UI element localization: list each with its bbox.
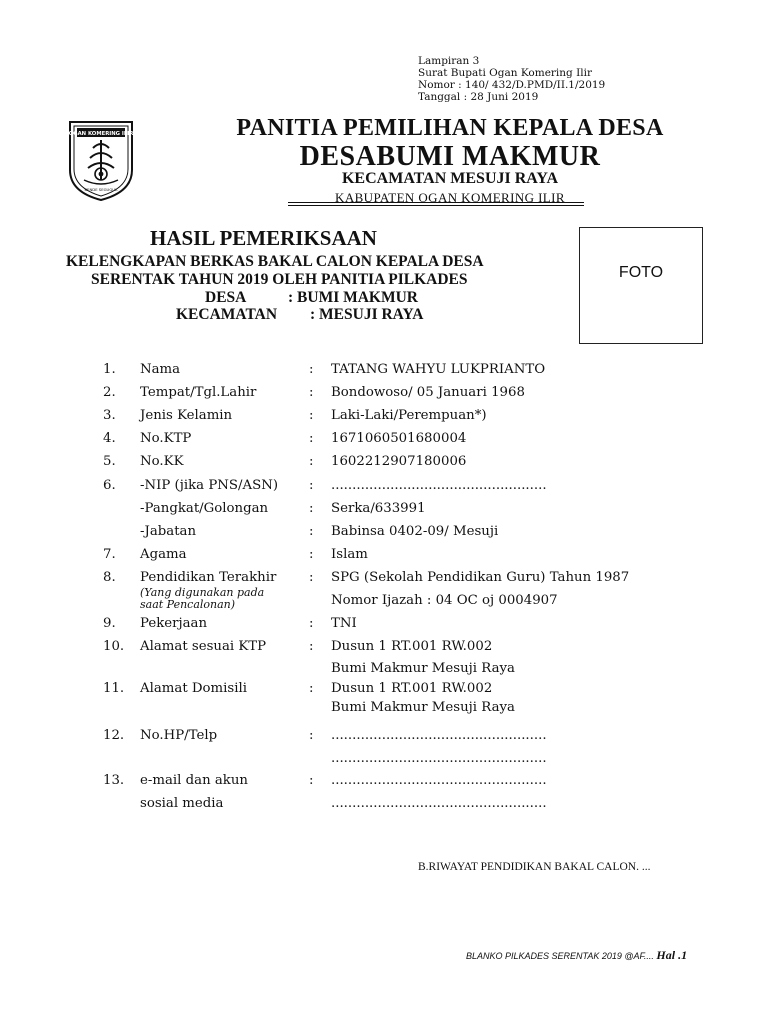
- next-section-note: B.RIWAYAT PENDIDIKAN BAKAL CALON. ...: [418, 861, 651, 873]
- header-divider: [288, 205, 584, 206]
- header-village: DESABUMI MAKMUR: [299, 141, 601, 172]
- row-label: No.KK: [140, 454, 184, 469]
- row-value: ...................................................: [331, 773, 547, 788]
- sosmed-label: sosial media: [140, 796, 224, 811]
- row-label: e-mail dan akun: [140, 773, 248, 788]
- kecamatan-value: : MESUJI RAYA: [310, 306, 424, 323]
- row-value: Serka/633991: [331, 501, 426, 516]
- blanko-label: BLANKO PILKADES SERENTAK 2019 @AF....: [466, 951, 654, 961]
- row-number: 9.: [103, 616, 116, 631]
- row-colon: :: [309, 478, 314, 493]
- sosmed-value: ...................................................: [331, 796, 547, 811]
- row-number: 4.: [103, 431, 116, 446]
- row-value: 1671060501680004: [331, 431, 467, 446]
- row-label: Alamat sesuai KTP: [140, 639, 267, 654]
- desa-label: DESA: [205, 289, 247, 306]
- row-value: 1602212907180006: [331, 454, 467, 469]
- row-label: Agama: [140, 547, 187, 562]
- ijazah-number: Nomor Ijazah : 04 OC oj 0004907: [331, 593, 558, 608]
- row-value: Dusun 1 RT.001 RW.002: [331, 639, 493, 654]
- row-label: Tempat/Tgl.Lahir: [140, 385, 257, 400]
- regency-emblem-logo: [66, 118, 136, 202]
- lampiran-line: Nomor : 140/ 432/D.PMD/II.1/2019: [418, 79, 606, 91]
- row-colon: :: [309, 773, 314, 788]
- row-number: 13.: [103, 773, 125, 788]
- row-label: Alamat Domisili: [140, 681, 247, 696]
- pendidikan-note: saat Pencalonan): [140, 598, 236, 611]
- row-label: Jenis Kelamin: [140, 408, 233, 423]
- document-title: HASIL PEMERIKSAAN: [150, 226, 377, 250]
- row-number: 7.: [103, 547, 116, 562]
- row-colon: :: [309, 362, 314, 377]
- alamat-domisili-line2: Bumi Makmur Mesuji Raya: [331, 700, 515, 715]
- row-value: Dusun 1 RT.001 RW.002: [331, 681, 493, 696]
- kecamatan-label: KECAMATAN: [176, 306, 278, 323]
- header-committee: PANITIA PEMILIHAN KEPALA DESA: [236, 115, 664, 141]
- alamat-ktp-line2: Bumi Makmur Mesuji Raya: [331, 661, 515, 676]
- header-regency: KABUPATEN OGAN KOMERING ILIR: [335, 190, 565, 205]
- row-value: Bondowoso/ 05 Januari 1968: [331, 385, 525, 400]
- row-label: Pekerjaan: [140, 616, 208, 631]
- photo-label: FOTO: [618, 264, 664, 281]
- row-value: TATANG WAHYU LUKPRIANTO: [331, 362, 546, 377]
- row-number: 12.: [103, 728, 125, 743]
- row-number: 3.: [103, 408, 116, 423]
- page-footer: [466, 948, 687, 963]
- row-colon: :: [309, 501, 314, 516]
- row-label: No.HP/Telp: [140, 728, 218, 743]
- row-colon: :: [309, 524, 314, 539]
- lampiran-line: Lampiran 3: [418, 55, 480, 67]
- pendidikan-note: (Yang digunakan pada: [140, 586, 265, 599]
- photo-box: [579, 227, 703, 344]
- header-district: KECAMATAN MESUJI RAYA: [341, 170, 559, 187]
- row-value: Islam: [331, 547, 368, 562]
- row-colon: :: [309, 431, 314, 446]
- row-number: 2.: [103, 385, 116, 400]
- page-number: Hal .1: [656, 948, 688, 962]
- row-number: 10.: [103, 639, 125, 654]
- row-colon: :: [309, 408, 314, 423]
- row-value: Laki-Laki/Perempuan*): [331, 408, 487, 423]
- header-divider: [288, 202, 584, 203]
- row-value: TNI: [331, 616, 357, 631]
- row-label: -Jabatan: [140, 524, 197, 539]
- row-label: No.KTP: [140, 431, 192, 446]
- row-value: ...................................................: [331, 728, 547, 743]
- row-number: 11.: [103, 681, 125, 696]
- row-value: Babinsa 0402-09/ Mesuji: [331, 524, 499, 539]
- row-colon: :: [309, 454, 314, 469]
- hp-line2: ...................................................: [331, 751, 547, 766]
- logo-bottom-text: BENDE SEGUGUK: [84, 187, 118, 192]
- row-number: 1.: [103, 362, 116, 377]
- title-line: KELENGKAPAN BERKAS BAKAL CALON KEPALA DESA: [66, 253, 484, 270]
- logo-top-text: OGAN KOMERING ILIR: [68, 131, 134, 138]
- row-colon: :: [309, 547, 314, 562]
- lampiran-line: Tanggal : 28 Juni 2019: [418, 91, 539, 103]
- row-label: -Pangkat/Golongan: [140, 501, 269, 516]
- row-value: ...................................................: [331, 478, 547, 493]
- row-label: Pendidikan Terakhir: [140, 570, 277, 585]
- row-colon: :: [309, 570, 314, 585]
- lampiran-block: [418, 55, 605, 103]
- row-value: SPG (Sekolah Pendidikan Guru) Tahun 1987: [331, 570, 630, 585]
- row-number: 6.: [103, 478, 116, 493]
- row-number: 5.: [103, 454, 116, 469]
- row-label: -NIP (jika PNS/ASN): [140, 478, 279, 493]
- lampiran-line: Surat Bupati Ogan Komering Ilir: [418, 67, 592, 79]
- row-colon: :: [309, 681, 314, 696]
- row-colon: :: [309, 639, 314, 654]
- row-colon: :: [309, 385, 314, 400]
- desa-value: : BUMI MAKMUR: [288, 289, 419, 306]
- title-line: SERENTAK TAHUN 2019 OLEH PANITIA PILKADES: [91, 271, 468, 288]
- row-label: Nama: [140, 362, 181, 377]
- row-number: 8.: [103, 570, 116, 585]
- row-colon: :: [309, 728, 314, 743]
- row-colon: :: [309, 616, 314, 631]
